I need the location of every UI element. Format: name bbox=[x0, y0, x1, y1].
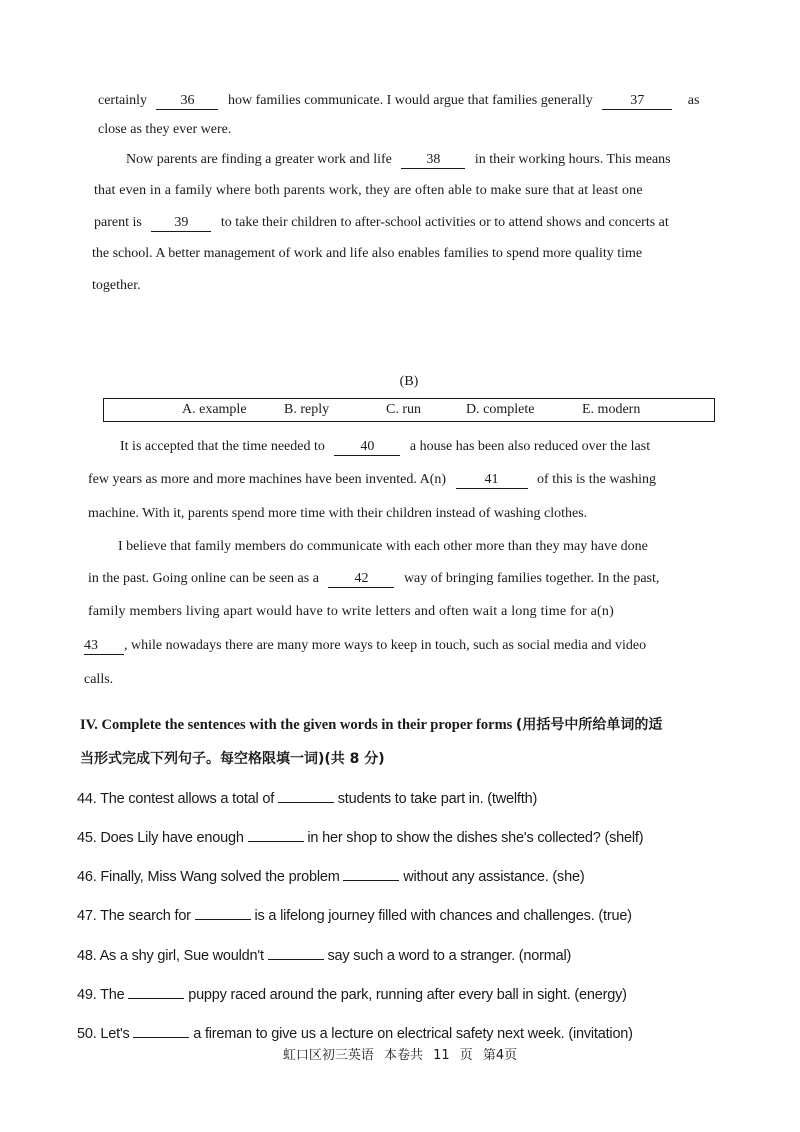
passage-line: family members living apart would have to write letters and often wait a long time for a(n) bbox=[88, 604, 614, 619]
answer-blank[interactable] bbox=[343, 866, 399, 881]
blank-42 bbox=[328, 571, 394, 588]
text: , while nowadays there are many more ways to keep in touch, such as social media and video bbox=[124, 638, 647, 653]
question-text: a fireman to give us a lecture on electrical safety next week. (invitation) bbox=[193, 1026, 633, 1042]
passage-line bbox=[98, 92, 699, 110]
title-cn: (用括号中所给单词的适 bbox=[515, 717, 663, 733]
question-45 bbox=[77, 827, 643, 846]
blank-38 bbox=[401, 152, 465, 169]
passage-line bbox=[88, 471, 656, 489]
section-iv-title bbox=[80, 716, 662, 734]
passage-line: the school. A better management of work and life also enables families to spend more quality time bbox=[92, 246, 643, 261]
question-text: 49. The bbox=[77, 987, 125, 1003]
option-c: C. run bbox=[386, 402, 421, 417]
text: as bbox=[687, 93, 700, 108]
text: a house has been also reduced over the last bbox=[409, 439, 651, 454]
answer-blank[interactable] bbox=[128, 984, 184, 999]
question-text: say such a word to a stranger. (normal) bbox=[327, 948, 572, 964]
passage-line: I believe that family members do communicate with each other more than they may have done bbox=[118, 539, 648, 554]
question-text: is a lifelong journey filled with chances and challenges. (true) bbox=[254, 908, 632, 924]
text: It is accepted that the time needed to bbox=[120, 439, 325, 454]
passage-line: machine. With it, parents spend more time with their children instead of washing clothes. bbox=[88, 506, 588, 521]
option-d: D. complete bbox=[466, 402, 535, 417]
question-text: in her shop to show the dishes she's collected? (shelf) bbox=[307, 830, 644, 846]
question-text: 48. As a shy girl, Sue wouldn't bbox=[77, 948, 264, 964]
text: in the past. Going online can be seen as a bbox=[88, 571, 319, 586]
text: way of bringing families together. In the past, bbox=[403, 571, 660, 586]
page-footer: 虹口区初三英语 本卷共 11 页 第4页 bbox=[282, 1048, 518, 1063]
question-50 bbox=[77, 1023, 633, 1042]
title-en: IV. Complete the sentences with the given words in their proper forms bbox=[80, 717, 513, 733]
answer-blank[interactable] bbox=[133, 1023, 189, 1038]
passage-line: together. bbox=[92, 278, 141, 293]
blank-number: 36 bbox=[180, 93, 195, 108]
question-text: students to take part in. (twelfth) bbox=[337, 791, 538, 807]
text: certainly bbox=[98, 93, 147, 108]
passage-line bbox=[88, 570, 659, 588]
answer-blank[interactable] bbox=[195, 905, 251, 920]
text: Now parents are finding a greater work and life bbox=[126, 152, 392, 167]
question-text: 45. Does Lily have enough bbox=[77, 830, 244, 846]
question-text: without any assistance. (she) bbox=[403, 869, 585, 885]
question-text: 44. The contest allows a total of bbox=[77, 791, 275, 807]
question-text: 47. The search for bbox=[77, 908, 191, 924]
passage-line bbox=[120, 438, 650, 456]
question-44 bbox=[77, 788, 537, 807]
blank-37 bbox=[602, 93, 672, 110]
option-e: E. modern bbox=[582, 402, 641, 417]
answer-blank[interactable] bbox=[248, 827, 304, 842]
blank-number: 41 bbox=[484, 472, 499, 487]
option-b: B. reply bbox=[284, 402, 330, 417]
question-48 bbox=[77, 945, 571, 964]
blank-number: 38 bbox=[426, 152, 441, 167]
passage-line bbox=[94, 214, 669, 232]
blank-43 bbox=[84, 638, 124, 655]
question-text: 50. Let's bbox=[77, 1026, 130, 1042]
passage-line: calls. bbox=[84, 672, 114, 687]
section-iv-title-cont: 当形式完成下列句子。每空格限填一词)(共 8 分) bbox=[80, 751, 385, 767]
blank-number: 42 bbox=[354, 571, 369, 586]
blank-40 bbox=[334, 439, 400, 456]
section-heading: (B) bbox=[399, 374, 419, 389]
question-text: puppy raced around the park, running after every ball in sight. (energy) bbox=[188, 987, 627, 1003]
passage-line bbox=[84, 637, 646, 655]
text: to take their children to after-school activities or to attend shows and concerts at bbox=[220, 215, 669, 230]
blank-number: 37 bbox=[630, 93, 645, 108]
question-text: 46. Finally, Miss Wang solved the problem bbox=[77, 869, 340, 885]
answer-blank[interactable] bbox=[278, 788, 334, 803]
question-47 bbox=[77, 905, 632, 924]
word-bank-box bbox=[103, 398, 715, 422]
question-46 bbox=[77, 866, 584, 885]
blank-number: 40 bbox=[360, 439, 375, 454]
text: how families communicate. I would argue that families generally bbox=[227, 93, 593, 108]
blank-number: 39 bbox=[174, 215, 189, 230]
text: of this is the washing bbox=[537, 472, 657, 487]
question-49 bbox=[77, 984, 627, 1003]
text: in their working hours. This means bbox=[474, 152, 671, 167]
passage-line: close as they ever were. bbox=[98, 122, 232, 137]
blank-36 bbox=[156, 93, 218, 110]
blank-number: 43 bbox=[84, 638, 98, 653]
passage-line: that even in a family where both parents work, they are often able to make sure that at least one bbox=[94, 183, 643, 198]
option-a: A. example bbox=[182, 402, 247, 417]
text: few years as more and more machines have been invented. A(n) bbox=[88, 472, 447, 487]
blank-39 bbox=[151, 215, 211, 232]
answer-blank[interactable] bbox=[268, 945, 324, 960]
blank-41 bbox=[456, 472, 528, 489]
text: parent is bbox=[94, 215, 142, 230]
passage-line bbox=[126, 151, 671, 169]
